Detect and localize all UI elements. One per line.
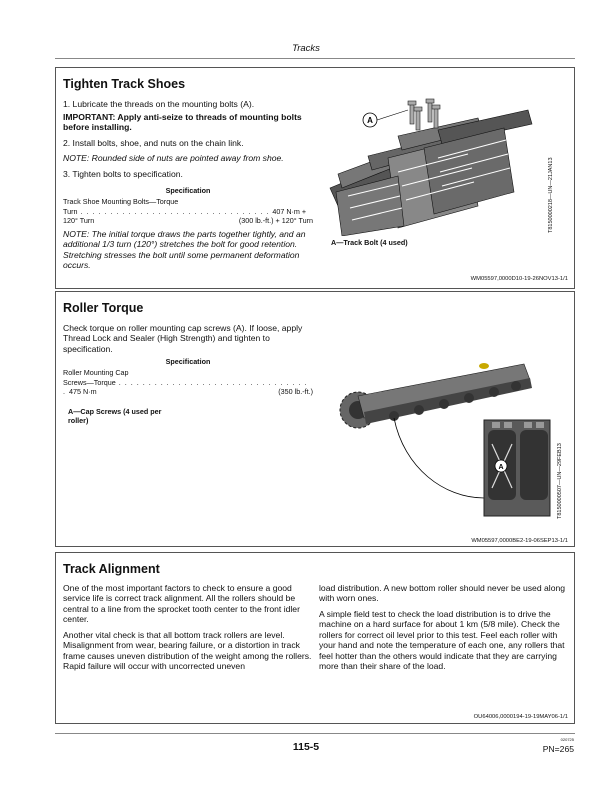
callout-letter: A	[367, 116, 373, 125]
section-track-alignment	[55, 552, 575, 724]
section-title: Track Alignment	[63, 562, 160, 576]
spec-value-2: (350 lb.-ft.)	[278, 387, 313, 396]
spec-leader: . . . . . . . . . . . . . . . . . . . . . . . . . . . . . . . . .	[63, 378, 308, 396]
footer-rule	[55, 733, 575, 734]
section-roller-torque	[55, 291, 575, 547]
header-rule	[55, 58, 575, 59]
section-title: Tighten Track Shoes	[63, 77, 186, 91]
running-header: Tracks	[292, 43, 320, 54]
track-shoe-illustration	[328, 96, 542, 236]
section-title: Roller Torque	[63, 301, 144, 315]
spec-label-2: Screws—Torque	[63, 378, 116, 387]
step-2: 2. Install bolts, shoe, and nuts on the chain link.	[63, 138, 244, 148]
note-2: NOTE: The initial torque draws the parts together tightly, and an additional 1/3 turn (120°) stretches the bolt for good retention. Stretching stresses the bolt until some permanent deformation occurs.	[63, 229, 306, 271]
spec-heading: Specification	[165, 357, 211, 366]
pn-code: PN=265	[542, 744, 574, 754]
spec-value-1: 475 N·m	[69, 387, 97, 396]
col2-paragraph-2: A simple field test to check the load distribution is to drive the machine on a hard surface for about 1 km (5/8 mile). Check the rollers for correct oil level prior to this test. Feel each roller with your hand and note the temperature of each one, any rollers that feel hotter than the others would indicate that they are carrying more than their share of the load.	[319, 609, 565, 672]
page-number: 115-5	[292, 741, 320, 753]
spec-label: Track Shoe Mounting Bolts—Torque	[63, 197, 179, 206]
figure-id: T8150000218—UN—21JAN13	[548, 157, 554, 233]
spec-label-1: Roller Mounting Cap	[63, 368, 129, 377]
step-1: 1. Lubricate the threads on the mounting bolts (A).	[63, 99, 255, 109]
date-code: 020725	[560, 737, 574, 742]
spec-heading: Specification	[165, 186, 211, 195]
spec-leader: . . . . . . . . . . . . . . . . . . . . . . . . . . . . . . . .	[77, 207, 273, 216]
roller-frame-illustration	[334, 348, 554, 518]
important-notice: IMPORTANT: Apply anti-seize to threads of mounting bolts before installing.	[63, 112, 302, 133]
step-3: 3. Tighten bolts to specification.	[63, 169, 183, 179]
spec-row-label: Turn	[63, 207, 78, 216]
section-tighten-track-shoes	[55, 67, 575, 289]
figure-caption: A—Track Bolt (4 used)	[331, 238, 408, 247]
reference-code: WM05597,0000D10-19-26NOV13-1/1	[470, 276, 568, 282]
callout-letter: A	[498, 464, 504, 471]
figure-id: T8150000507—UN—29FEB13	[557, 443, 563, 519]
reference-code: WM05597,0000BE2-19-06SEP13-1/1	[471, 538, 568, 544]
col1-paragraph-2: Another vital check is that all bottom track rollers are level. Misalignment from wear, bearing failure, or a distortion in track frame causes uneven distribution of the weight among the rollers. Rapid failure will occur with uncorrected uneven	[63, 630, 312, 672]
figure-caption: A—Cap Screws (4 used per roller)	[68, 407, 162, 425]
roller-torque-body: Check torque on roller mounting cap screws (A). If loose, apply Thread Lock and Sealer (High Strength) and tighten to specification.	[63, 323, 303, 354]
spec-value-1: 407 N·m + 120° Turn	[63, 207, 307, 225]
reference-code: OU64006,0000194-19-19MAY06-1/1	[473, 714, 568, 720]
col2-paragraph-1: load distribution. A new bottom roller should never be used along with worn ones.	[319, 583, 566, 604]
spec-value-2: (300 lb.-ft.) + 120° Turn	[238, 216, 313, 225]
col1-paragraph-1: One of the most important factors to check to ensure a good service life is correct track alignment. All the rollers should be central to a line from the sprocket tooth center to the front idler center.	[63, 583, 300, 625]
note-1: NOTE: Rounded side of nuts are pointed away from shoe.	[63, 153, 284, 163]
